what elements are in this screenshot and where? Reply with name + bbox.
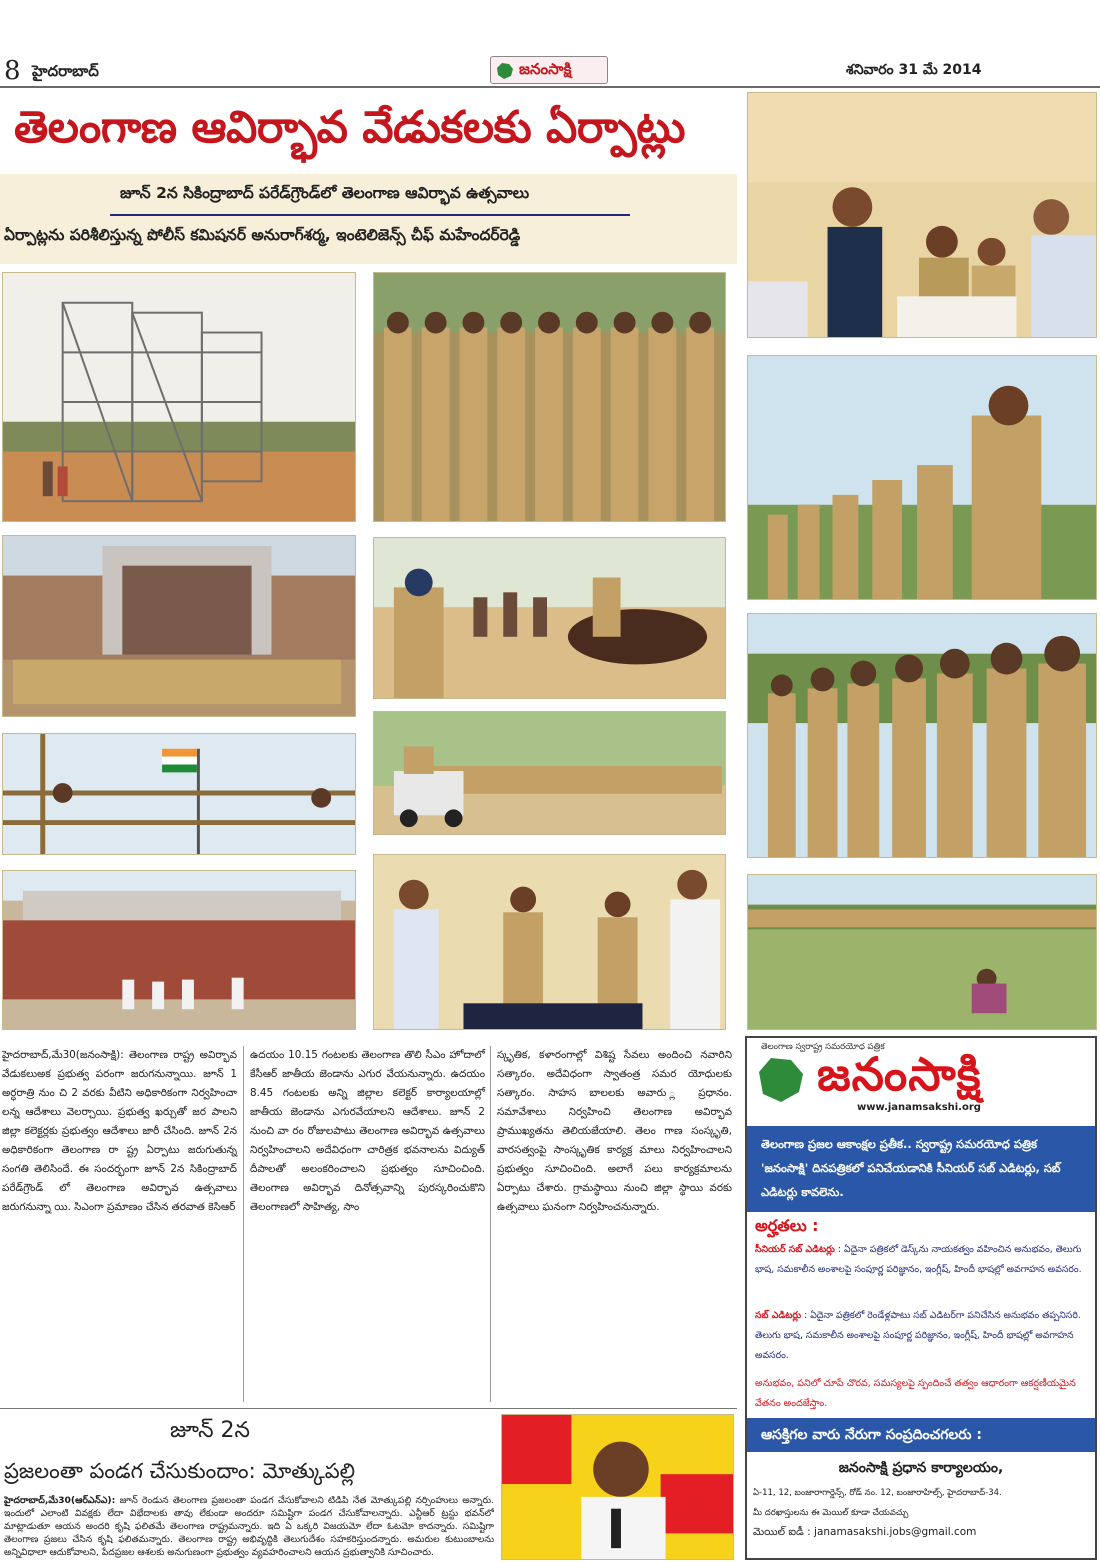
ad-sub-requirements — [755, 1306, 1089, 1366]
photo-officials-tent — [373, 854, 726, 1030]
photo-jeep-parade — [373, 711, 726, 835]
photo-motkupalli-speaking — [501, 1414, 734, 1560]
header-logo-text: జనంసాక్షి — [519, 60, 572, 78]
ad-senior-text: : ఏదైనా పత్రికలో డెస్క్‌ను నాయకత్వం వహించిన అనుభవం, తెలుగు భాష, సమకాలీన అంశాలపై సంపూర్ణ పరిజ్ఞానం, ఇంగ్లీష్, హిందీ భాషల్లో అవగాహన అవసరం. — [755, 1244, 1082, 1275]
recruitment-ad — [745, 1036, 1097, 1560]
ad-email: janamasakshi.jobs@gmail.com — [814, 1526, 977, 1538]
photo-cadets-march — [747, 613, 1097, 858]
issue-date: శనివారం 31 మే 2014 — [846, 62, 982, 78]
page-number: 8 — [4, 56, 21, 86]
ad-senior-requirements — [755, 1240, 1089, 1280]
ad-logo-text: జనంసాక్షి — [817, 1047, 982, 1101]
article-motkupalli-dateline: హైదరాబాద్,మే30(ఆర్ఎన్ఎ): — [4, 1495, 116, 1506]
ad-contact-title: ఆసక్తిగల వారు నేరుగా సంప్రదించగలరు : — [747, 1418, 1095, 1452]
ad-masthead — [747, 1038, 1095, 1122]
ad-sub-label: సబ్ ఎడిటర్లు — [755, 1310, 802, 1321]
telangana-map-icon — [753, 1052, 809, 1108]
subhead-divider — [110, 214, 630, 216]
ad-mail-note: మీ దరఖాస్తులను ఈ మెయిల్ కూడా చేయవచ్చు — [753, 1508, 909, 1518]
article-motkupalli-headline: ప్రజలంతా పండగ చేసుకుందాం: మోత్కుపల్లి — [4, 1459, 356, 1483]
article-main-col-1 — [2, 1046, 237, 1406]
ad-intro: తెలంగాణ ప్రజల ఆకాంక్షల ప్రతీక.. స్వరాష్ట్ర సమరయోధ పత్రిక 'జనంసాక్షి' దినపత్రికలో పనిచేయడానికి సీనియర్ సబ్ ఎడిటర్లు, సబ్ ఎడిటర్లు కావలెను. — [747, 1126, 1095, 1212]
ad-senior-label: సీనియర్ సబ్ ఎడిటర్లు — [755, 1244, 835, 1255]
ad-office: జనంసాక్షి ప్రధాన కార్యాలయం, — [838, 1460, 1004, 1476]
article-main-col-3 — [497, 1046, 732, 1406]
subhead-band — [0, 174, 737, 264]
article-divider — [0, 1408, 737, 1409]
article-main-col-2 — [250, 1046, 485, 1406]
subhead-secondary: ఏర్పాట్లను పరిశీలిస్తున్న పోలీస్ కమిషనర్ అనురాగ్‌శర్మ, ఇంటెలిజెన్స్ చీఫ్ మహేందర్‌రెడ్డి — [4, 226, 521, 244]
photo-stage-scaffolding — [2, 272, 356, 522]
article-motkupalli-body — [4, 1494, 494, 1560]
article-main-text-2: ఉదయం 10.15 గంటలకు తెలంగాణ తొలి సీఎం హోదాలో కేసీఆర్ జాతీయ జెండాను ఎగుర వేయనున్నారు. ఉదయం 8.45 గంటలకు అన్ని జిల్లాల కలెక్టర్ కార్యాలయాల్లో జాతీయ జెండాను ఎగురవేయాలని ఆదేశాలు. జూన్ 2 నుంచి వా రం రోజులపాటు తెలంగాణ అవిర్భావ ఉత్సవాలు నిర్వహించాలని అదేవిధంగా చారిత్రక భవనాలను విద్యుత్ దీపాలతో అలంకరించాలని ప్రభుత్వం సూచించింది. తెలంగాణ అవిర్భావ దినోత్సవాన్ని పురస్కరించుకొని తెలంగాణలో సాహిత్య, సాం — [250, 1049, 485, 1213]
telangana-map-icon — [494, 60, 516, 82]
photo-mounted-police — [373, 537, 726, 699]
column-separator-2 — [490, 1046, 491, 1402]
header-rule — [0, 86, 1100, 88]
ad-qualifications-title: అర్హతలు : — [755, 1216, 819, 1235]
article-motkupalli-kicker: జూన్ 2న — [170, 1418, 250, 1443]
city-label: హైదరాబాద్ — [32, 62, 99, 80]
article-main-text-3: స్కృతిక, కళారంగాల్లో విశిష్ట సేవలు అందించి నవారిని సత్కారం. అదేవిధంగా స్వాతంత్ర సమర యోధులకు సత్కారం. సాహస బాలలకు అవారు ్ల ప్రధానం. సమావేశాలు నిర్వహించి తెలంగాణ అవిర్భావ ప్రాముఖ్యతను తెలియజేయాలి. తెలం గాణ సంస్కృతి, వారసత్వంపై సాంస్కృతిక కార్యక్ర మాలు నిర్వహించాలని ప్రభుత్వం సూచించింది. అలాగే పలు కార్యక్రమాలను ఏర్పాటు చేశారు. గ్రామస్థాయి నుంచి జిల్లా స్థాయి వరకు ఉత్సవాలు ఘనంగా నిర్వహించనున్నారు. — [497, 1049, 732, 1213]
ad-sub-text: : ఏదైనా పత్రికలో రెండేళ్లపాటు సబ్ ఎడిటర్‌గా పనిచేసిన అనుభవం తప్పనిసరి. తెలుగు భాష, సమకాలీన అంశాలపై సంపూర్ణ పరిజ్ఞానం, ఇంగ్లీష్, హిందీ భాషల్లో అవగాహన అవసరం. — [755, 1310, 1081, 1361]
subhead-primary: జూన్ 2న సికింద్రాబాద్ పరేడ్‌గ్రౌండ్‌లో తెలంగాణ ఆవిర్భావ ఉత్సవాలు — [120, 184, 530, 202]
ad-website: www.janamsakshi.org — [857, 1102, 981, 1113]
photo-officer-saluting — [747, 355, 1097, 600]
photo-ground-preparation — [747, 874, 1097, 1030]
masthead-bar — [0, 56, 1100, 86]
header-logo — [490, 56, 608, 84]
photo-police-band-gate — [2, 535, 356, 717]
photo-officials-signing — [747, 92, 1097, 338]
photo-flag-workers — [2, 733, 356, 855]
photo-red-gate-workers — [2, 870, 356, 1030]
column-separator-1 — [243, 1046, 244, 1402]
ad-tagline: తెలంగాణ స్వరాష్ట్ర సమరయోధ పత్రిక — [761, 1042, 885, 1052]
ad-note: అనుభవం, పనిలో చూపే చొరవ, సమస్యలపై స్పందించే తత్వం ఆధారంగా ఆకర్షణీయమైన వేతనం అందజేస్తాం. — [755, 1378, 1076, 1409]
article-main-text-1: హైదరాబాద్,మే30(జనంసాక్షి): తెలంగాణ రాష్ట్ర అవిర్భావ వేడుకలుఅక ప్రభుత్వ పరంగా జరుగనున్నాయి. జూన్ 1 అర్ధరాత్రి నుం చి 2 వరకు వీటిని అధికారికంగా నిర్వహించా లన్న ఆదేశాలు వెలర్చాయి. ప్రభుత్వ ఖర్చుతో జర పాలని జిల్లా కలెక్టర్లకు ప్రభుత్వం ఆదేశాలు జారీ చేసింది. జూన్ 2న అధికారికంగా తెలంగాణ రా ష్ట్ర ఏర్పాటు జరుగుతున్న సంగతి తెలిసిందే. ఈ సందర్భంగా జూన్ 2న సికింద్రాబాద్ పరేడ్‌గ్రౌండ్ లో తెలంగాణ అవిర్భావ ఉత్సవాలు జరుగనున్నా యి. సిఎంగా ప్రమాణం చేసిన తరవాత కెసిఆర్ — [2, 1049, 237, 1213]
article-motkupalli-text: జూన్ రెండున తెలంగాణ ప్రజలంతా పండగ చేసుకోవాలని టిడిపి నేత మోత్కుపల్లి నర్సింహులు అన్నారు. ఇందులో ఎలాంటి వివక్షకు లేదా విభేదాలకు తావు లేకుండా అందరూ సమిష్టిగా పండగ చేసుకోవాలన్నారు. ఎన్టీఆర్ ట్రస్టు భవన్‌లో మాట్లాడుతూ ఆయన అందరి కృషి ఫలితమే తెలంగాణ రాష్ట్రమన్నారు. ఇది ఏ ఒక్కరి విజయమో లేదా ఓటమో కాదన్నారు. సమిష్టిగా తెలంగాణ ప్రజలు చేసిన కృషి ఫలితమన్నారు. తెలంగాణ రాష్ట్ర అభివృద్ధికి తెలుగుదేశం సహకరిస్తుందన్నారు. అమరుల కుటుంబాలను అన్నివిధాలా ఆదుకోవాలని, పేదప్రజల ఆశలకు అనుగుణంగా ప్రభుత్వం వ్యవహరించాలని ఆయన ప్రభుత్వానికి సూచించారు. — [4, 1495, 494, 1558]
ad-address: ఏ-11, 12, బంజారాగార్డెన్స్, రోడ్ నం. 12, బంజారాహిల్స్, హైదరాబాద్-34. — [753, 1488, 1002, 1498]
ad-email-label: మెయిల్ ఐడీ : — [753, 1526, 811, 1538]
ad-email-row — [753, 1526, 1093, 1541]
photo-police-parade-row — [373, 272, 726, 522]
main-headline: తెలంగాణ ఆవిర్భావ వేడుకలకు ఏర్పాట్లు — [14, 102, 685, 153]
